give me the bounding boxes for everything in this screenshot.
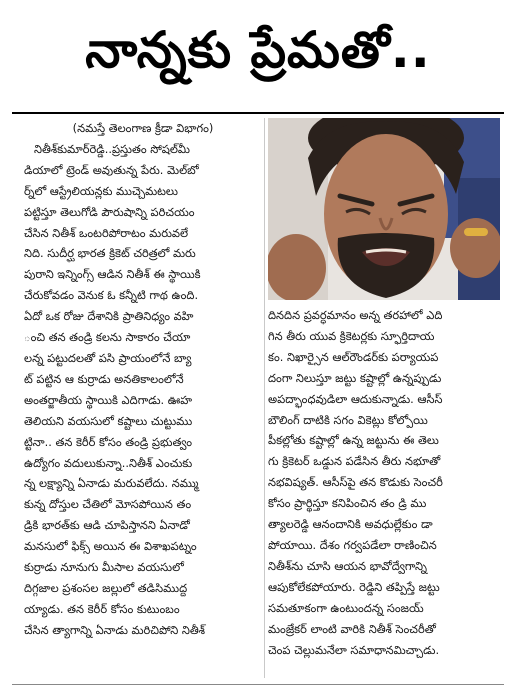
article-line: కోసం ప్రార్థిస్తూ కనిపించిన తం డ్రి ము <box>268 496 427 511</box>
article-line: త్యాలరెడ్డి ఆనందానికి అవధుల్లేకుం డా <box>268 517 433 532</box>
article-line: చేరుకోవడం వెనుక ఓ కన్నీటి గాథ ఉంది. <box>24 288 199 303</box>
article-line: న్న లక్ష్యాన్ని ఏనాడు మరువలేదు. నమ్ము <box>24 476 199 491</box>
article-line: మనసులో ఫిక్స్ అయిన ఈ విశాఖపట్నం <box>24 539 197 554</box>
column-divider <box>264 118 265 678</box>
article-line: కున్న దోస్తుల చేతిలో మోసపోయిన తం <box>24 497 192 512</box>
headline: నాన్నకు ప్రేమతో.. <box>85 20 431 79</box>
article-line: నిది. సుదీర్ఘ భారత క్రికెట్ చరిత్రలో మరు <box>24 246 196 261</box>
article-line: ంచి తన తండ్రి కలను సాకారం చేయా <box>24 330 191 345</box>
article-line: ట్టినా.. తన కెరీర్ కోసం తండ్రి ప్రభుత్వం <box>24 434 193 449</box>
byline: (నమస్తే తెలంగాణ క్రీడా విభాగం) <box>72 121 214 135</box>
article-line: నితీశ్‌ను చూసి ఆయన భావోద్వేగాన్ని <box>268 558 427 573</box>
article-line: డ్రికి భారత్‌కు ఆడి చూపిస్తానని ఏనాడో <box>24 518 190 533</box>
article-line: లన్న పట్టుదలతో పసి ప్రాయంలోనే బ్యా <box>24 350 192 365</box>
emotional-man-crying-photo <box>268 118 500 300</box>
article-line: దిగ్గజాల ప్రశంసల జల్లులో తడిసిముద్ద <box>24 580 188 595</box>
article-line: య్యాడు. తన కెరీర్ కోసం కుటుంబం <box>24 601 180 616</box>
article-line: చెంప చెల్లుమనేలా సమాధానమిచ్చాడు. <box>268 642 440 657</box>
article-line: పీకల్లోతు కష్టాల్లో ఉన్న జట్టును ఈ తెలు <box>268 433 439 448</box>
article-line: కుర్రాడు నూనుగు మీసాల వయసులో <box>24 560 184 575</box>
article-line: గు క్రికెటర్ ఒడ్డున పడేసిన తీరు నభూతో <box>268 454 441 469</box>
article-line: కం. నిఖార్సైన ఆల్‌రౌండర్‌కు పర్యాయప <box>268 349 439 364</box>
article-column-right <box>268 305 500 660</box>
article-column-left <box>24 118 262 641</box>
article-line: ఉద్యోగం వదులుకున్నా..నితీశ్ ఎంచుకు <box>24 455 193 470</box>
article-line: ర్న్‌లో ఆస్ట్రేలియన్లకు ముచ్చెమటలు <box>24 183 178 198</box>
article-line: గిన తీరు యువ క్రికెటర్లకు స్ఫూర్తిదాయ <box>268 328 435 343</box>
article-line: మంజ్రేకర్ లాంటి వారికి నితీశ్ సెంచరీతో <box>268 621 436 636</box>
headline-divider <box>12 112 504 114</box>
article-line: తెలియని వయసులో కష్టాలు చుట్టుము <box>24 413 193 428</box>
article-line: డియాలో ట్రెండ్ అవుతున్న పేరు. మెల్‌బో <box>24 162 199 177</box>
article-line: దంగా నిలుస్తూ జట్టు కష్టాల్లో ఉన్నప్పుడు <box>268 370 442 385</box>
article-line: పట్టిస్తూ తెలుగోడి పౌరుషాన్ని పరిచయం <box>24 204 195 219</box>
article-line: ఏదో ఒక రోజు దేశానికి ప్రాతినిధ్యం వహి <box>24 309 194 324</box>
article-line: పోయాయి. దేశం గర్వపడేలా రాణించిన <box>268 537 437 552</box>
article-line: అపద్భాంధవుడిలా ఆదుకున్నాడు. ఆసీస్ <box>268 391 443 406</box>
bottom-divider <box>12 684 504 685</box>
article-line: అంతర్జాతీయ స్థాయికి ఎదిగాడు. ఊహ <box>24 392 193 407</box>
article-line: నభవిష్యత్. ఆసీస్‌పై తన కొడుకు సెంచరీ <box>268 475 443 490</box>
article-line: నితీశ్‌కుమార్‌రెడ్డి..ప్రస్తుతం సోషల్‌మీ <box>34 141 190 156</box>
article-line: దినదిన ప్రవర్ధమానం అన్న తరహాలో ఎది <box>268 308 443 322</box>
article-line: పురాని ఇన్నింగ్స్ ఆడిన నితీశ్ ఈ స్థాయికి <box>24 267 201 282</box>
article-line: ఆపుకోలేకపోయారు. రెడ్డిని తప్పిస్తే జట్టు <box>268 579 440 594</box>
article-line: చేసిన త్యాగాన్ని ఏనాడు మరిచిపోని నితీశ్ <box>24 622 206 637</box>
article-line: ట్ పట్టిన ఆ కుర్రాడు అనతికాలంలోనే <box>24 371 184 386</box>
article-line: బౌలింగ్ దాటికి సగం వికెట్లు కోల్పోయి <box>268 412 428 427</box>
article-line: సమతూకంగా ఉంటుందన్న సంజయ్ <box>268 600 424 615</box>
article-line: చేసిన నితీశ్ ఒంటరిపోరాటం మరువలే <box>24 225 189 240</box>
